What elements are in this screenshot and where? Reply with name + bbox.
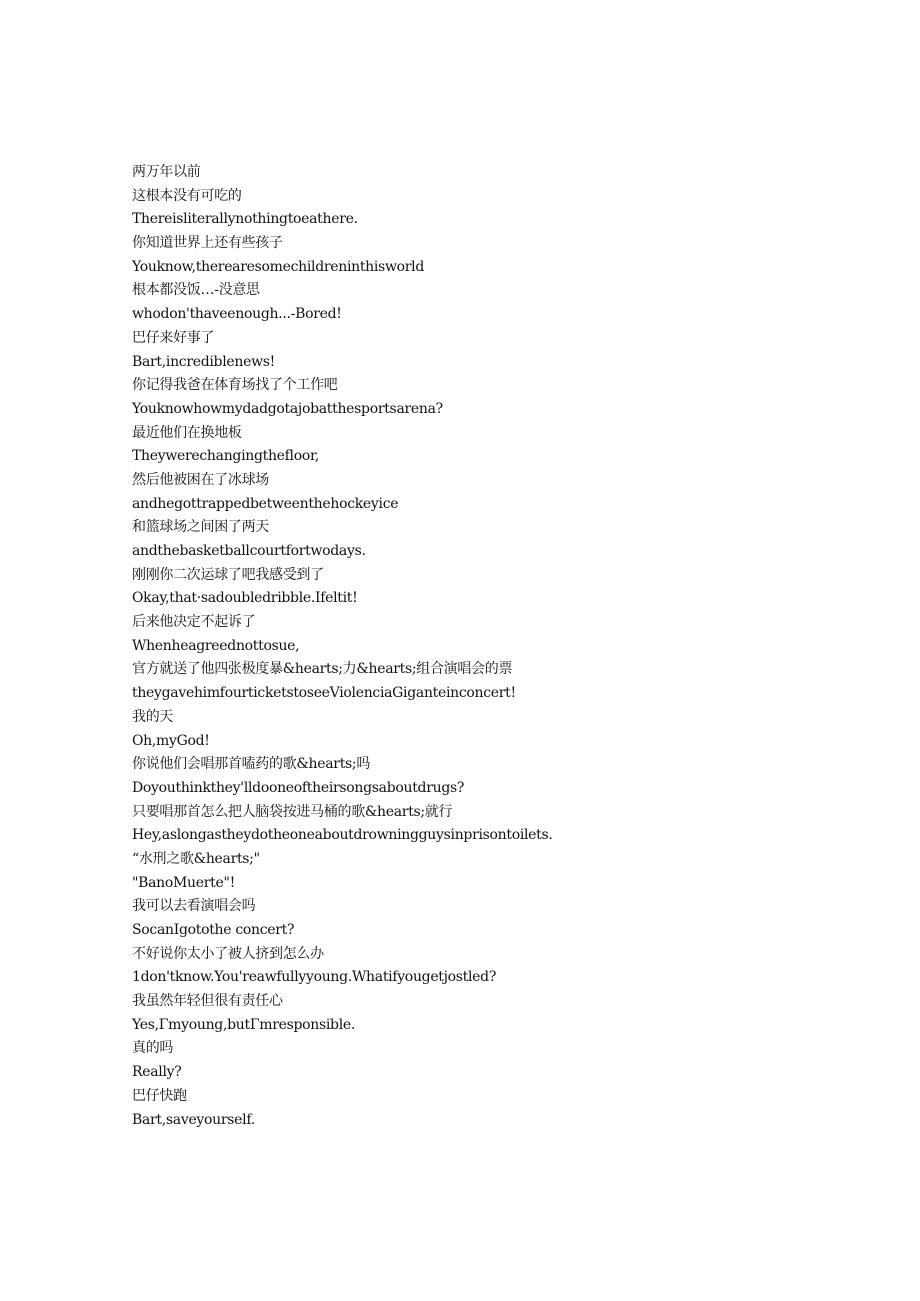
text-line: Whenheagreednottosue, xyxy=(132,637,300,654)
text-line: "BanoMuerte"! xyxy=(132,874,235,891)
text-line: 不好说你太小了被人挤到怎么办 xyxy=(132,945,324,962)
text-line: 1don'tknow.You'reawfullyyoung.Whatifyougetjostled? xyxy=(132,969,497,986)
text-line: Theywerechangingthefloor, xyxy=(132,448,319,465)
text-line: Yes,Γmyoung,butΓmresponsible. xyxy=(132,1016,356,1033)
text-line: 我虽然年轻但很有责任心 xyxy=(132,993,283,1010)
text-line: Bart,incrediblenews! xyxy=(132,353,275,370)
text-line: SocanIgotothe concert? xyxy=(132,922,295,938)
text-line: Hey,aslongastheydotheoneaboutdrowningguysinprisontoilets. xyxy=(132,827,553,844)
transcript-lines xyxy=(132,161,892,1132)
text-line: Really? xyxy=(132,1064,182,1081)
text-line: 真的吗 xyxy=(132,1040,174,1057)
text-line: “水刑之歌&hearts;" xyxy=(132,850,260,867)
text-line: Doyouthinkthey'lldooneoftheirsongsaboutdrugs? xyxy=(132,779,465,796)
text-line: 刚刚你二次运球了吧我感受到了 xyxy=(132,566,324,583)
text-line: 我可以去看演唱会吗 xyxy=(132,898,256,915)
text-line: 两万年以前 xyxy=(132,164,201,180)
text-line: theygavehimfourticketstoseeViolenciaGiganteinconcert! xyxy=(132,685,516,702)
text-line: 只要唱那首怎么把人脑袋按进马桶的歌&hearts;就行 xyxy=(132,803,453,820)
text-line: 这根本没有可吃的 xyxy=(132,187,242,204)
text-line: 官方就送了他四张极度暴&hearts;力&hearts;组合演唱会的票 xyxy=(132,661,513,678)
text-line: 后来他决定不起诉了 xyxy=(132,614,256,631)
text-line: Thereisliterallynothingtoeathere. xyxy=(132,211,358,228)
text-line: 你记得我爸在体育场找了个工作吧 xyxy=(132,377,338,394)
text-line: Youknow,therearesomechildreninthisworld xyxy=(132,258,424,275)
text-line: Youknowhowmydadgotajobatthesportsarena? xyxy=(132,400,443,417)
text-line: Bart,saveyourself. xyxy=(132,1111,255,1128)
text-line: 我的天 xyxy=(132,708,174,725)
text-line: 根本都没饭…-没意思 xyxy=(132,282,260,299)
text-line: 你知道世界上还有些孩子 xyxy=(132,235,283,252)
text-line: andhegottrappedbetweenthehockeyice xyxy=(132,495,399,512)
text-line: 和篮球场之间困了两天 xyxy=(132,519,269,536)
text-line: 最近他们在换地板 xyxy=(132,424,242,441)
text-line: andthebasketballcourtfortwodays. xyxy=(132,543,366,559)
text-line: Oh,myGod! xyxy=(132,732,210,749)
text-line: whodon'thaveenough...-Bored! xyxy=(132,306,342,323)
text-line: 然后他被困在了冰球场 xyxy=(132,471,269,488)
text-line: Okay,that·sadoubledribble.Ifeltit! xyxy=(132,590,358,607)
text-line: 你说他们会唱那首嗑药的歌&hearts;吗 xyxy=(132,756,371,773)
text-line: 巴仔快跑 xyxy=(132,1087,187,1104)
text-line: 巴仔来好事了 xyxy=(132,329,215,346)
